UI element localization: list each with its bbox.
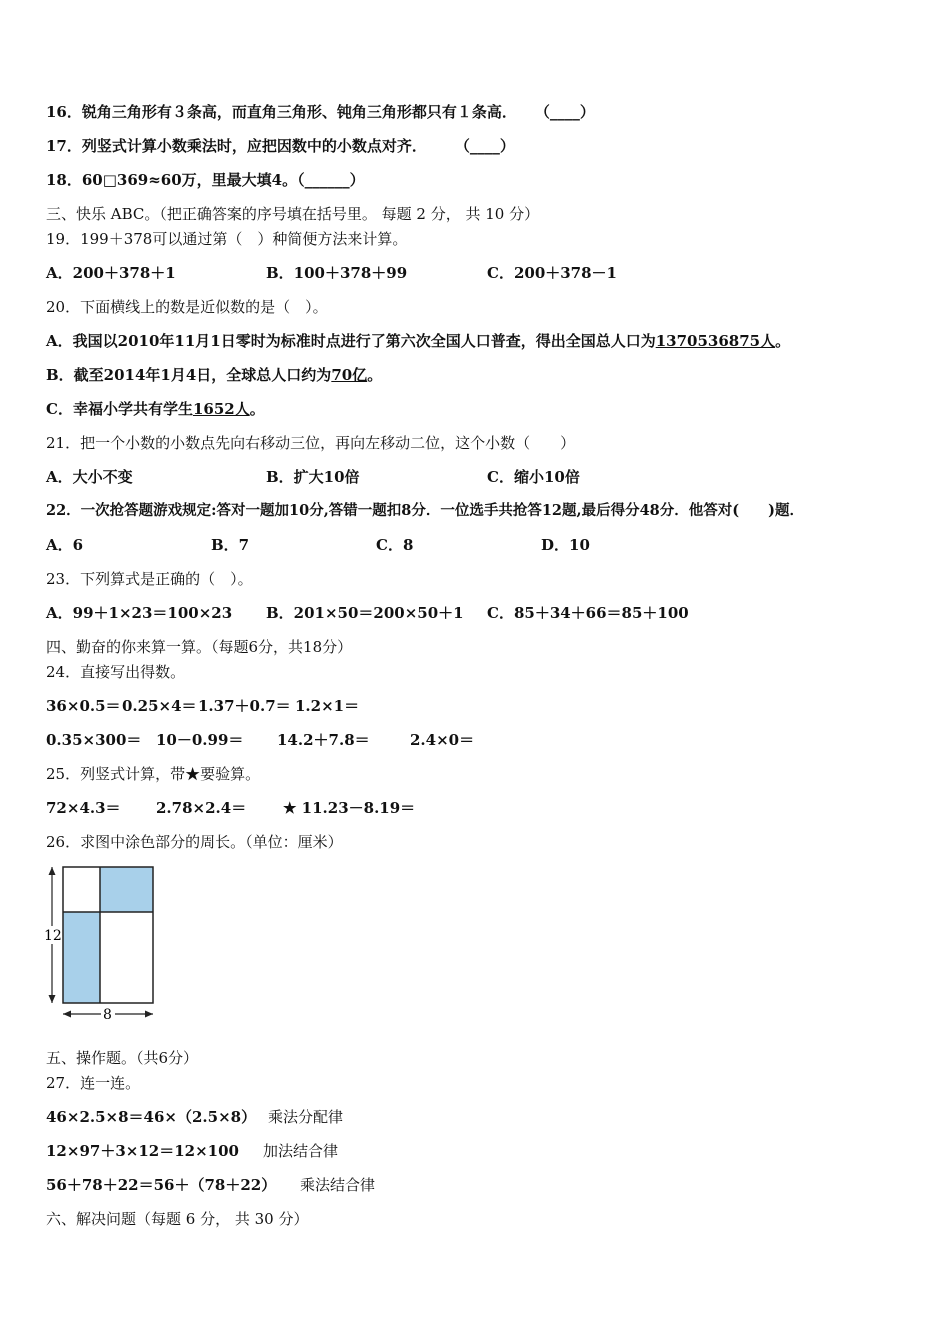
q22-option-a[interactable]: A．6	[46, 536, 84, 554]
q20-a-post: 。	[775, 332, 791, 350]
q20-b-underlined: 70亿	[331, 366, 368, 384]
q27-law-3[interactable]: 乘法结合律	[300, 1176, 376, 1194]
q25-item-3: ★ 11.23－8.19＝	[283, 799, 416, 817]
q20-c-post: 。	[249, 400, 265, 418]
section-3-heading: 三、快乐 ABC。（把正确答案的序号填在括号里。 每题 2 分， 共 10 分）	[46, 205, 540, 223]
q27-law-2[interactable]: 加法结合律	[263, 1142, 339, 1160]
q21-option-a[interactable]: A．大小不变	[46, 468, 133, 486]
shaded-left-rect	[63, 912, 100, 1003]
section-6-heading: 六、解决问题（每题 6 分， 共 30 分）	[46, 1210, 309, 1228]
q20-option-c[interactable]	[46, 399, 265, 419]
q24-r1-item-3: 1.37＋0.7＝	[198, 697, 291, 715]
q20-b-pre: B．截至2014年1月4日，全球总人口约为	[46, 366, 332, 384]
height-arrow-top	[49, 867, 56, 875]
q24-r1-item-1: 36×0.5＝	[46, 697, 121, 715]
q24-r2-item-4: 2.4×0＝	[410, 731, 475, 749]
q24-r1-item-2: 0.25×4＝	[122, 697, 197, 715]
q27-expr-1[interactable]: 46×2.5×8＝46×（2.5×8）	[46, 1108, 257, 1126]
shaded-top-rect	[100, 867, 153, 912]
question-18-text: 18．60□369≈60万，里最大填4。（______）	[46, 171, 365, 189]
width-label: 8	[103, 1007, 112, 1023]
q22-option-b[interactable]: B．7	[211, 536, 250, 554]
q24-r2-item-1: 0.35×300＝	[46, 731, 142, 749]
q23-option-c[interactable]: C．85＋34＋66＝85＋100	[487, 604, 689, 622]
question-16	[46, 102, 595, 122]
q23-option-b[interactable]: B．201×50＝200×50＋1	[266, 604, 464, 622]
section-5-heading: 五、操作题。（共6分）	[46, 1049, 199, 1067]
q20-b-post: 。	[367, 366, 383, 384]
q20-a-underlined: 1370536875人	[655, 332, 776, 350]
q27-expr-3[interactable]: 56＋78＋22＝56＋（78＋22）	[46, 1176, 277, 1194]
q27-expr-2[interactable]: 12×97＋3×12＝12×100	[46, 1142, 239, 1160]
question-19-text: 19．199＋378可以通过第（ ）种简便方法来计算。	[46, 230, 408, 248]
height-arrow-bottom	[49, 995, 56, 1003]
height-label: 12	[44, 928, 62, 944]
question-27-text: 27．连一连。	[46, 1074, 141, 1092]
question-17	[46, 136, 515, 156]
question-22-text: 22．一次抢答题游戏规定:答对一题加10分,答错一题扣8分．一位选手共抢答12题,最后得分48分．他答对( )题．	[46, 502, 804, 519]
q19-option-b[interactable]: B．100＋378＋99	[266, 264, 408, 282]
q22-option-d[interactable]: D．10	[541, 536, 590, 554]
section-4-heading: 四、勤奋的你来算一算。（每题6分，共18分）	[46, 638, 353, 656]
question-26-text: 26．求图中涂色部分的周长。（单位：厘米）	[46, 833, 343, 851]
q20-c-pre: C．幸福小学共有学生	[46, 400, 193, 418]
q25-item-1: 72×4.3＝	[46, 799, 121, 817]
q19-option-c[interactable]: C．200＋378－1	[487, 264, 617, 282]
question-17-text: 17．列竖式计算小数乘法时，应把因数中的小数点对齐．	[46, 137, 427, 155]
question-21-text: 21．把一个小数的小数点先向右移动三位，再向左移动二位，这个小数（ ）	[46, 434, 576, 452]
q20-option-b[interactable]	[46, 365, 382, 385]
q24-r1-item-4: 1.2×1＝	[295, 697, 360, 715]
question-24-text: 24．直接写出得数。	[46, 663, 186, 681]
width-arrow-left	[63, 1011, 71, 1018]
question-23-text: 23．下列算式是正确的（ ）。	[46, 570, 253, 588]
perimeter-figure	[42, 862, 162, 1024]
q20-option-a[interactable]	[46, 331, 790, 351]
question-16-text: 16．锐角三角形有３条高，而直角三角形、钝角三角形都只有１条高．	[46, 103, 517, 121]
q24-r2-item-2: 10－0.99＝	[156, 731, 244, 749]
q27-law-1[interactable]: 乘法分配律	[268, 1108, 344, 1126]
q20-c-underlined: 1652人	[192, 400, 250, 418]
q19-option-a[interactable]: A．200＋378＋1	[46, 264, 176, 282]
question-18	[46, 170, 365, 190]
q25-item-2: 2.78×2.4＝	[156, 799, 247, 817]
q21-option-b[interactable]: B．扩大10倍	[266, 468, 360, 486]
question-25-text: 25．列竖式计算，带★要验算。	[46, 765, 261, 783]
width-arrow-right	[145, 1011, 153, 1018]
question-16-blank[interactable]: （____）	[534, 103, 595, 121]
q20-a-pre: A．我国以2010年11月1日零时为标准时点进行了第六次全国人口普查，得出全国总人口为	[46, 332, 656, 350]
q22-option-c[interactable]: C．8	[376, 536, 414, 554]
q24-r2-item-3: 14.2＋7.8＝	[277, 731, 370, 749]
q23-option-a[interactable]: A．99＋1×23＝100×23	[46, 604, 233, 622]
question-17-blank[interactable]: （____）	[454, 137, 515, 155]
q21-option-c[interactable]: C．缩小10倍	[487, 468, 580, 486]
question-20-text: 20．下面横线上的数是近似数的是（ ）。	[46, 298, 328, 316]
